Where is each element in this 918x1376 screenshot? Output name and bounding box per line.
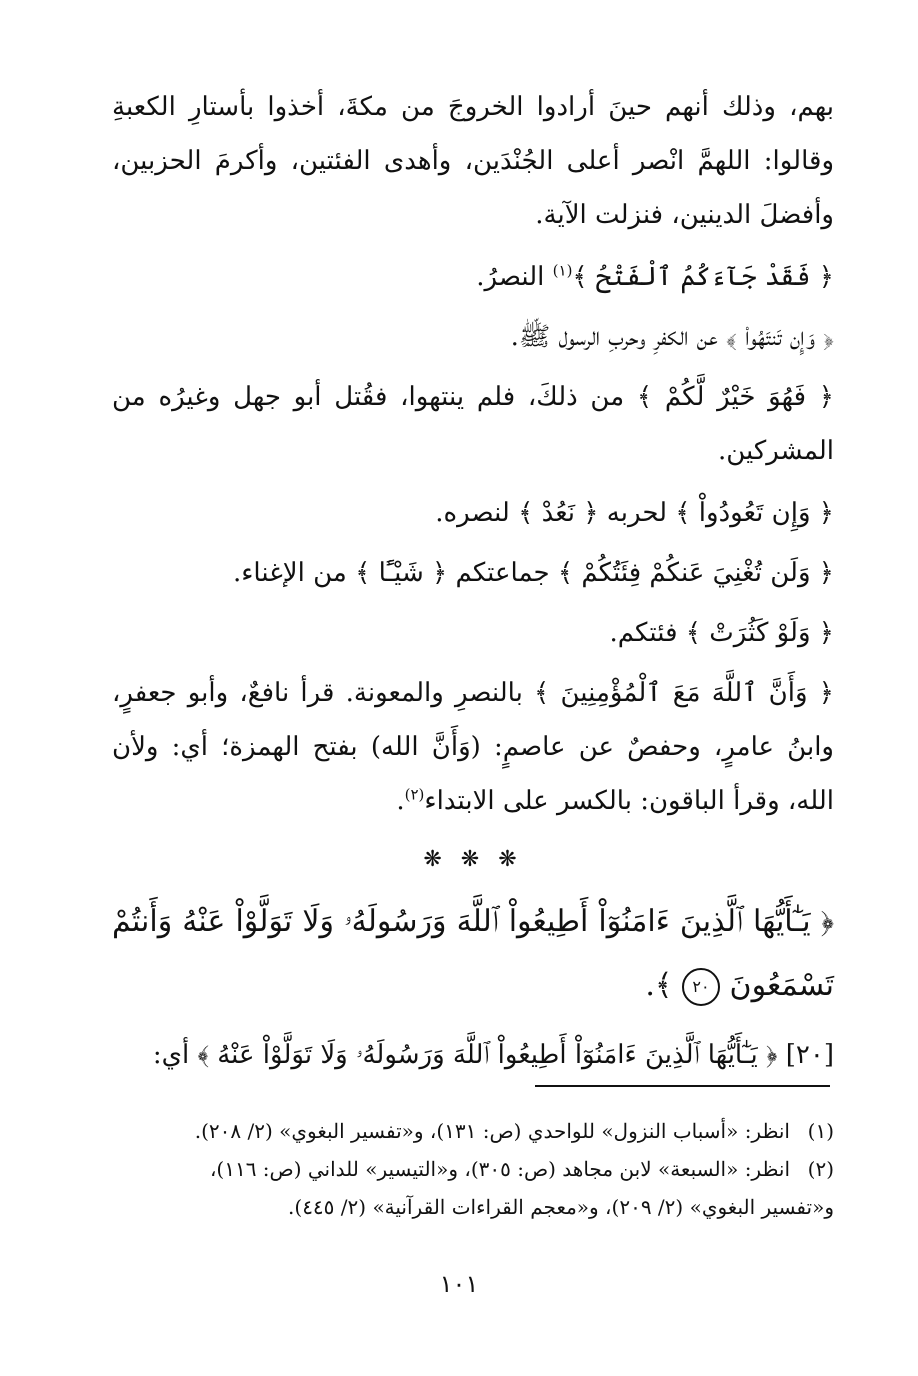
- line-tantahu: ﴿ وَإِن تَنتَهُواْ ﴾ عن الكفرِ وحربِ الرسول ﷺ.: [510, 322, 834, 352]
- paragraph-1: بهم، وذلك أنهم حينَ أرادوا الخروجَ من مكةَ، أخذوا بأستارِ الكعبةِ وقالوا: اللهمَّ انْصر أعلى الجُنْدَين، وأهدى الفئتين، وأكرمَ الحزبين، وأفضلَ الدينين، فنزلت الآية.: [112, 92, 834, 230]
- qiraat-text: ﴿ وَأَنَّ ٱللَّهَ مَعَ ٱلْمُؤْمِنِينَ ﴾ بالنصرِ والمعونة. قرأ نافعٌ، وأبو جعفرٍ، وابنُ عامرٍ، وحفصٌ عن عاصمٍ: (وَأَنَّ الله) بفتح الهمزة؛ أي: ولأن الله، وقرأ الباقون: بالكسر على الابتداء: [112, 678, 834, 816]
- qiraat-end: .: [396, 786, 405, 816]
- line-fath: [112, 250, 834, 304]
- verse-end: ﴾.: [645, 968, 673, 1003]
- quran-verse: [112, 890, 834, 1018]
- footnote-2: [140, 1150, 834, 1188]
- paragraph-qiraat: [112, 666, 834, 828]
- footnote-1: [140, 1112, 834, 1150]
- ayah-number-marker: ٢٠: [682, 968, 720, 1006]
- footnote-ref-2: (٢): [404, 785, 425, 804]
- verse-commentary: [٢٠] ﴿ يَـٰٓأَيُّهَا ٱلَّذِينَ ءَامَنُوٓاْ أَطِيعُواْ ٱللَّهَ وَرَسُولَهُۥ وَلَا تَوَلَّوْاْ عَنْهُ ﴾ أي:: [152, 1040, 834, 1070]
- section-separator: ❋ ❋ ❋: [423, 847, 523, 872]
- footnote-2-number: (٢): [807, 1157, 834, 1181]
- footnote-ref-1: (١): [552, 261, 573, 280]
- verse-text: ﴿ يَـٰٓأَيُّهَا ٱلَّذِينَ ءَامَنُوٓاْ أَطِيعُواْ ٱللَّهَ وَرَسُولَهُۥ وَلَا تَوَلَّوْاْ عَنْهُ وَأَنتُمْ تَسْمَعُونَ: [112, 904, 834, 1003]
- main-text: [112, 80, 834, 1082]
- footnote-1-number: (١): [807, 1119, 834, 1143]
- line-tughni: ﴿ وَلَن تُغْنِيَ عَنكُمْ فِئَتُكُمْ ﴾ جماعتكم ﴿ شَيْـًٔا ﴾ من الإغناء.: [232, 558, 834, 588]
- page-number: ١٠١: [439, 1270, 479, 1298]
- footnote-divider: [535, 1085, 830, 1087]
- line-taudu: ﴿ وَإِن تَعُودُواْ ﴾ لحربه ﴿ نَعُدْ ﴾ لنصره.: [435, 498, 834, 528]
- footnotes: [140, 1112, 834, 1226]
- footnote-1-text: انظر: «أسباب النزول» للواحدي (ص: ١٣١)، و«تفسير البغوي» (٢/ ٢٠٨).: [194, 1119, 790, 1143]
- footnote-2-text: انظر: «السبعة» لابن مجاهد (ص: ٣٠٥)، و«التيسير» للداني (ص: ١١٦)،: [209, 1157, 790, 1181]
- quran-fath: ﴿ فَقَدْ جَآءَكُمُ ٱلْفَتْحُ ﴾: [572, 262, 834, 292]
- line-kathurat: ﴿ وَلَوْ كَثُرَتْ ﴾ فئتكم.: [609, 618, 834, 648]
- paragraph-khayr: ﴿ فَهُوَ خَيْرٌ لَّكُمْ ﴾ من ذلكَ، فلم ينتهوا، فقُتل أبو جهل وغيرُه من المشركين.: [112, 382, 834, 466]
- footnote-2-continuation: و«تفسير البغوي» (٢/ ٢٠٩)، و«معجم القراءات القرآنية» (٢/ ٤٤٥).: [288, 1195, 834, 1219]
- line-fath-gloss: النصرُ.: [476, 262, 553, 292]
